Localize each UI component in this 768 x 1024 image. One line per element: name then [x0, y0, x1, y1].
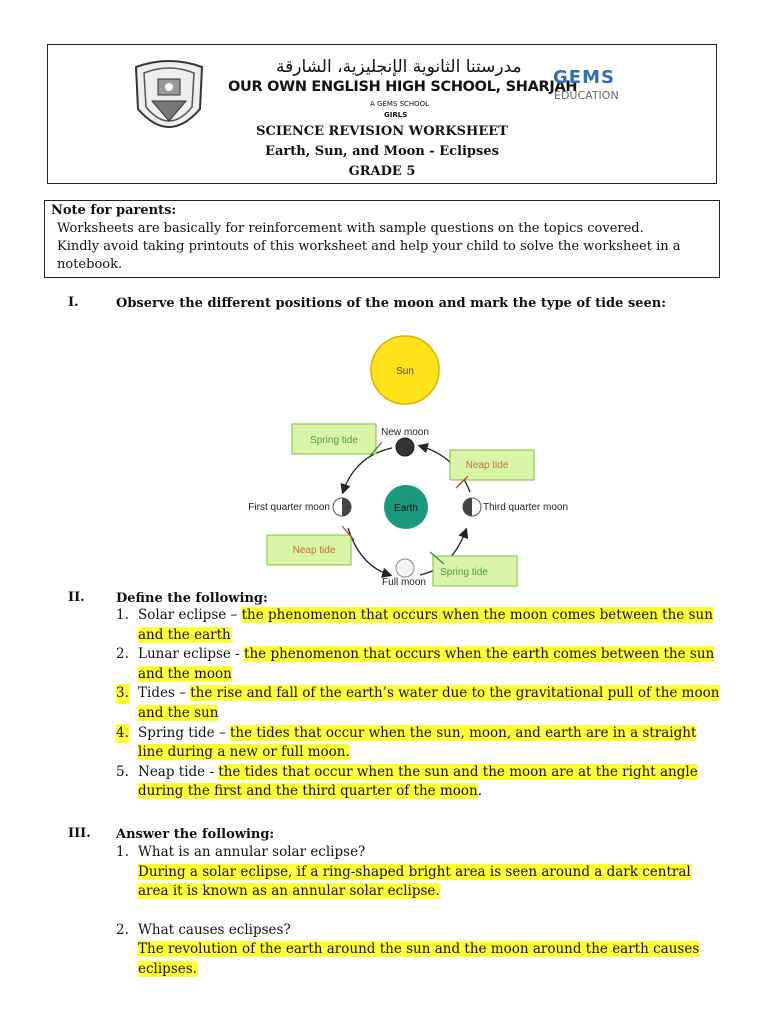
- item-answer: the tides that occur when the sun, moon, and earth are in a straight line during a new or full moon.: [138, 724, 697, 761]
- item-number: 2.: [116, 646, 129, 663]
- definition-item: [116, 684, 721, 723]
- question-2-text: What causes eclipses?: [138, 921, 291, 938]
- answer-2-text: The revolution of the earth around the sun and the moon around the earth causes eclipses.: [138, 941, 700, 977]
- item-term: Lunar eclipse -: [138, 646, 245, 663]
- question-1: [116, 843, 721, 863]
- definition-item: [116, 606, 721, 645]
- definition-item: [116, 645, 721, 684]
- worksheet-topic: Earth, Sun, and Moon - Eclipses: [265, 144, 499, 159]
- item-answer: the phenomenon that occurs when the earth comes between the sun and the moon: [138, 646, 715, 682]
- note-line-1: Worksheets are basically for reinforcement with sample questions on the topics covered.: [57, 221, 644, 236]
- full-moon-label: Full moon: [382, 577, 426, 588]
- section-1-numeral: I.: [68, 295, 79, 310]
- item-term: Tides –: [138, 685, 191, 702]
- section-2-numeral: II.: [68, 590, 85, 605]
- note-heading: Note for parents:: [51, 203, 177, 218]
- item-term: Spring tide –: [138, 724, 230, 741]
- note-for-parents: [44, 200, 720, 278]
- question-2-number: 2.: [116, 921, 129, 938]
- item-term: Neap tide -: [138, 763, 219, 780]
- girls-label: GIRLS: [384, 111, 408, 119]
- definition-item: [116, 763, 721, 802]
- new-moon-label: New moon: [381, 427, 429, 438]
- item-number: 3.: [116, 684, 129, 704]
- arabic-school-name: مدرستنا الثانوية الإنجليزية، الشارقة: [276, 57, 522, 77]
- answer-2: [116, 940, 721, 979]
- definitions-list: [116, 606, 721, 802]
- section-3-numeral: III.: [68, 826, 91, 841]
- definition-item: [116, 724, 721, 763]
- first-quarter-label: First quarter moon: [248, 502, 330, 513]
- item-number: 5.: [116, 763, 129, 780]
- third-quarter-label: Third quarter moon: [483, 502, 569, 513]
- item-answer: the tides that occur when the sun and the moon are at the right angle during the first and the third quarter of the moon: [138, 763, 698, 800]
- answer-1: [116, 863, 721, 902]
- note-line-2: Kindly avoid taking printouts of this worksheet and help your child to solve the worksheet in a notebook.: [57, 239, 681, 272]
- first-quarter-moon-icon: [333, 498, 351, 516]
- third-quarter-moon-icon: [463, 498, 481, 516]
- section-2-heading: Define the following:: [116, 591, 268, 606]
- worksheet-grade: GRADE 5: [348, 164, 416, 179]
- tide-label-bottom-left: Neap tide: [292, 545, 336, 556]
- earth-label: Earth: [394, 503, 418, 514]
- note-text: [57, 220, 717, 274]
- section-3-heading: Answer the following:: [116, 827, 275, 842]
- question-2: [116, 921, 721, 941]
- question-1-number: 1.: [116, 844, 129, 860]
- worksheet-title: SCIENCE REVISION WORKSHEET: [256, 124, 508, 139]
- answer-1-text: During a solar eclipse, if a ring-shaped bright area is seen around a dark central area it is known as an annular solar eclipse.: [138, 863, 691, 900]
- gems-logo: GEMS: [553, 67, 615, 88]
- gems-education-label: EDUCATION: [554, 89, 619, 102]
- header-box: [47, 44, 717, 184]
- answers-list: [116, 843, 721, 980]
- school-name: OUR OWN ENGLISH HIGH SCHOOL, SHARJAH: [228, 79, 578, 95]
- question-1-text: What is an annular solar eclipse?: [138, 844, 366, 860]
- tide-diagram: [230, 330, 590, 592]
- section-1-question: Observe the different positions of the moon and mark the type of tide seen:: [116, 296, 667, 311]
- item-answer: the phenomenon that occurs when the moon comes between the sun and the earth: [138, 607, 713, 643]
- full-moon-icon: [396, 559, 414, 577]
- item-answer: the rise and fall of the earth’s water due to the gravitational pull of the moon and the sun: [138, 685, 720, 721]
- gems-school-label: A GEMS SCHOOL: [370, 100, 430, 108]
- sun-label: Sun: [396, 366, 414, 377]
- tide-label-bottom-right: Spring tide: [440, 567, 488, 578]
- new-moon-icon: [396, 438, 414, 456]
- item-tail: .: [477, 783, 482, 800]
- tide-label-top-right: Neap tide: [465, 460, 509, 471]
- item-number: 1.: [116, 607, 129, 623]
- item-term: Solar eclipse –: [138, 607, 242, 623]
- tide-label-top-left: Spring tide: [310, 435, 358, 446]
- item-number: 4.: [116, 724, 129, 744]
